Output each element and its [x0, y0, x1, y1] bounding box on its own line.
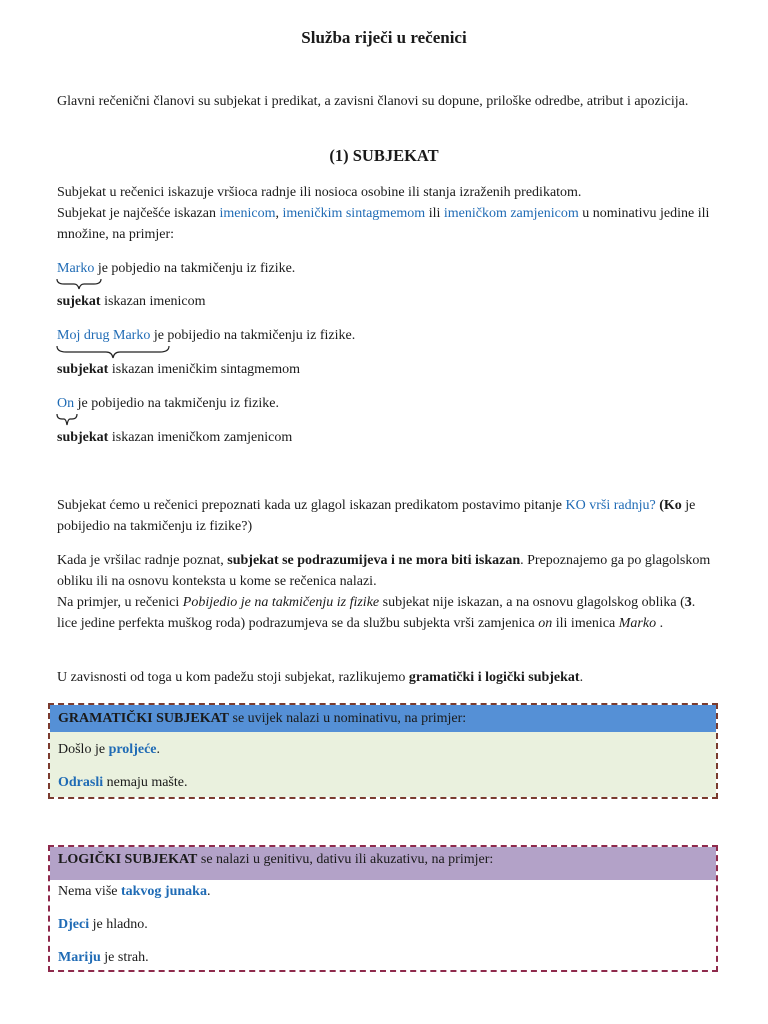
implicit-text: . lice jedine perfekta muškog roda) podrazumjeva se da službu subjekta vrši zamjenica: [57, 595, 696, 631]
example-sentence: [57, 326, 355, 346]
section-heading: (1) SUBJEKAT: [329, 146, 439, 165]
question-highlight: KO vrši radnju?: [565, 498, 656, 513]
question-example: je pobijedio na takmičenju iz fizike?): [57, 498, 696, 534]
case-text: .: [579, 670, 584, 685]
implicit-text: .: [656, 616, 664, 631]
implicit-text: . Prepoznajemo ga po glagolskom obliku ili na osnovu konteksta u kome se rečenica nalazi.: [57, 553, 711, 589]
box-example-subject: proljeće: [108, 742, 157, 757]
box-heading-rest: se nalazi u genitivu, dativu ili akuzativu, na primjer:: [197, 852, 494, 867]
implicit-text: Kada je vršilac radnje poznat,: [57, 553, 228, 568]
separator: ,: [275, 206, 283, 221]
question-text: Subjekat ćemo u rečenici prepoznati kada uz glagol iskazan predikatom postavimo pitanje: [57, 498, 566, 513]
example-rest: je pobijedio na takmičenju iz fizike.: [74, 396, 279, 411]
example-label-bold: subjekat: [57, 430, 109, 445]
box-example-subject: takvog junaka: [120, 884, 207, 899]
box-example-text: je hladno.: [89, 917, 148, 932]
example-label-rest: iskazan imeničkim sintagmemom: [108, 362, 301, 377]
term-sintagmemom: imeničkim sintagmemom: [282, 206, 426, 221]
example-label-bold: sujekat: [57, 294, 101, 309]
box-heading-rest: se uvijek nalazi u nominativu, na primjer:: [229, 711, 467, 726]
example-label: [57, 360, 300, 380]
subject-definition-paragraph: [57, 182, 717, 245]
box-example-text: je strah.: [100, 950, 149, 965]
box-example-text: Došlo je: [58, 742, 109, 757]
logical-subject-header: [50, 847, 716, 880]
box-example: [58, 882, 708, 902]
implicit-text: subjekat nije iskazan, a na osnovu glagolskog oblika (: [379, 595, 685, 610]
question-paren: (: [655, 498, 664, 513]
page-title: Služba riječi u rečenici: [301, 28, 467, 47]
implicit-text: ili imenica: [552, 616, 619, 631]
box-example-text: .: [156, 742, 161, 757]
question-ko: Ko: [663, 498, 682, 513]
underbrace-icon: [56, 344, 170, 360]
implicit-subject-paragraph: [57, 550, 717, 634]
example-subject: Marko: [57, 261, 95, 276]
grammatical-subject-body: [50, 732, 716, 797]
example-subject: On: [57, 396, 75, 411]
term-imenicom: imenicom: [219, 206, 276, 221]
implicit-bold: subjekat se podrazumijeva i ne mora biti iskazan: [227, 553, 521, 568]
example-label-rest: iskazan imenicom: [100, 294, 206, 309]
example-label: [57, 428, 292, 448]
logical-subject-box: [48, 845, 718, 972]
implicit-italic-marko: Marko: [618, 616, 657, 631]
box-heading-bold: GRAMATIČKI SUBJEKAT: [58, 711, 230, 726]
box-example: [58, 948, 708, 968]
box-example: [58, 740, 708, 760]
example-label: [57, 292, 206, 312]
grammatical-subject-header: [50, 705, 716, 732]
example-label-bold: subjekat: [57, 362, 109, 377]
box-example-text: nemaju mašte.: [103, 775, 188, 790]
intro-paragraph: Glavni rečenični članovi su subjekat i predikat, a zavisni članovi su dopune, priloške odredbe, atribut i apozicija.: [57, 94, 689, 109]
box-example-subject: Mariju: [58, 950, 101, 965]
definition-text: Subjekat je najčešće iskazan: [57, 206, 220, 221]
definition-line: Subjekat u rečenici iskazuje vršioca radnje ili nosioca osobine ili stanja izraženih predikatom.: [57, 185, 582, 200]
separator: ili: [425, 206, 444, 221]
example-sentence: [57, 394, 279, 414]
example-rest: je pobijedio na takmičenju iz fizike.: [150, 328, 356, 343]
implicit-italic-on: on: [538, 616, 553, 631]
example-subject: Moj drug Marko: [57, 328, 151, 343]
example-label-rest: iskazan imeničkom zamjenicom: [108, 430, 293, 445]
implicit-text: Na primjer, u rečenici: [57, 595, 183, 610]
case-text: U zavisnosti od toga u kom padežu stoji subjekat, razlikujemo: [57, 670, 409, 685]
example-rest: je pobjedio na takmičenju iz fizike.: [94, 261, 296, 276]
case-bold: gramatički i logički subjekat: [408, 670, 580, 685]
box-example-text: .: [206, 884, 211, 899]
box-example-subject: Djeci: [58, 917, 90, 932]
implicit-bold-number: 3: [684, 595, 692, 610]
question-paragraph: [57, 495, 717, 537]
definition-text: u nominativu jedine ili množine, na primjer:: [57, 206, 710, 242]
implicit-italic-sentence: Pobijedio je na takmičenju iz fizike: [182, 595, 380, 610]
logical-subject-body: [50, 880, 716, 974]
case-paragraph: [57, 667, 717, 688]
box-example: [58, 773, 708, 793]
underbrace-icon: [56, 412, 78, 428]
grammatical-subject-box: [48, 703, 718, 799]
example-sentence: [57, 259, 295, 279]
underbrace-icon: [56, 277, 102, 291]
box-example-text: Nema više: [58, 884, 121, 899]
box-heading-bold: LOGIČKI SUBJEKAT: [58, 852, 198, 867]
box-example: [58, 915, 708, 935]
box-example-subject: Odrasli: [58, 775, 104, 790]
term-zamjenicom: imeničkom zamjenicom: [443, 206, 579, 221]
